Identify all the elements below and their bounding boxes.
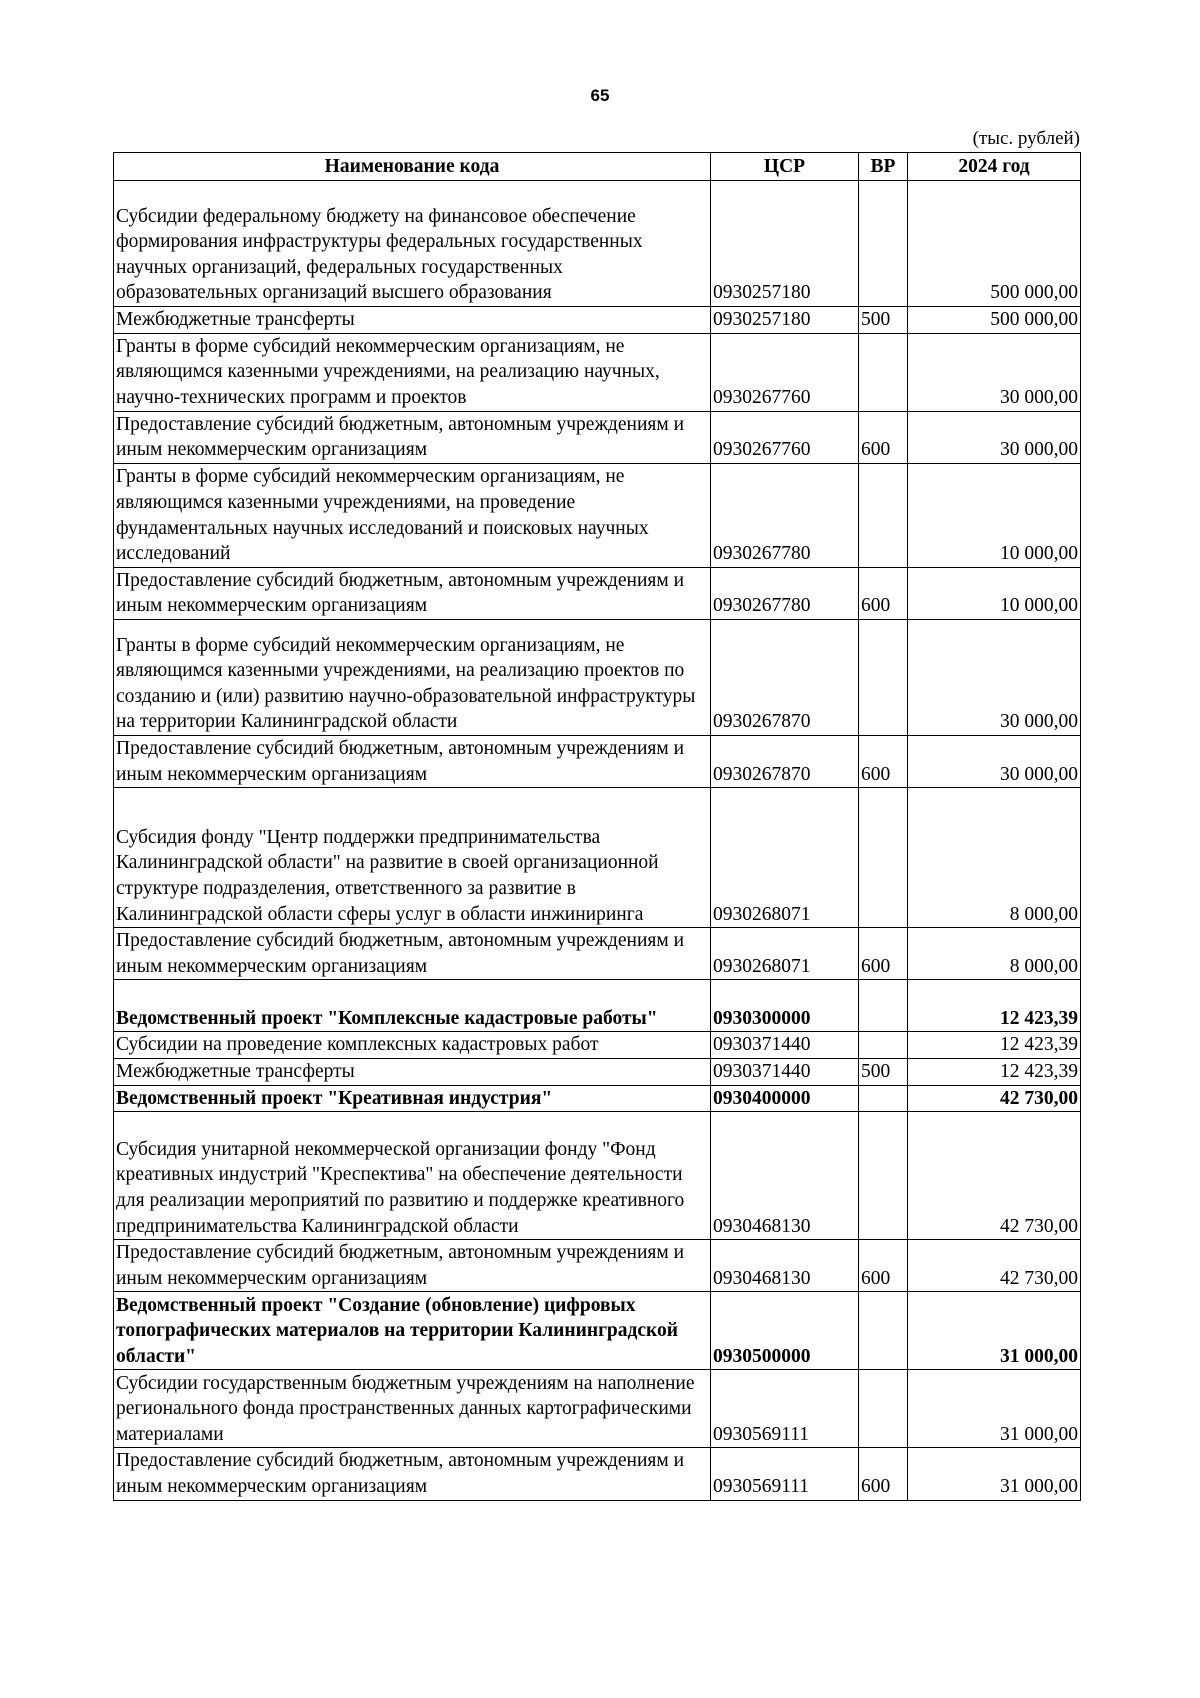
- page-number: 65: [590, 86, 610, 105]
- row-csr-cell: 0930400000: [711, 1085, 859, 1112]
- row-sum-cell: 8 000,00: [908, 788, 1081, 928]
- row-name-cell: Предоставление субсидий бюджетным, автономным учреждениям и иным некоммерческим организациям: [114, 735, 711, 787]
- row-sum-cell: 10 000,00: [908, 463, 1081, 567]
- row-name-cell: Межбюджетные трансферты: [114, 1058, 711, 1085]
- row-vr-cell: 600: [859, 567, 908, 619]
- row-csr-cell: 0930569111: [711, 1448, 859, 1500]
- row-vr-cell: [859, 1292, 908, 1370]
- row-sum-cell: 42 730,00: [908, 1240, 1081, 1292]
- row-name-cell: Предоставление субсидий бюджетным, автономным учреждениям и иным некоммерческим организациям: [114, 411, 711, 463]
- row-name-cell: Субсидии на проведение комплексных кадастровых работ: [114, 1032, 711, 1059]
- row-csr-cell: 0930257180: [711, 181, 859, 307]
- table-row: [114, 619, 1081, 735]
- row-sum-cell: 10 000,00: [908, 567, 1081, 619]
- table-row: [114, 1370, 1081, 1448]
- table-body: [114, 181, 1081, 1501]
- row-name-cell: Предоставление субсидий бюджетным, автономным учреждениям и иным некоммерческим организациям: [114, 1240, 711, 1292]
- table-row: [114, 735, 1081, 787]
- row-csr-cell: 0930468130: [711, 1240, 859, 1292]
- row-csr-cell: 0930267780: [711, 567, 859, 619]
- row-vr-cell: [859, 1032, 908, 1059]
- row-vr-cell: [859, 1370, 908, 1448]
- table-row: [114, 980, 1081, 1032]
- budget-table: [113, 152, 1081, 1501]
- row-vr-cell: 600: [859, 411, 908, 463]
- row-csr-cell: 0930371440: [711, 1032, 859, 1059]
- row-vr-cell: 600: [859, 1240, 908, 1292]
- row-csr-cell: 0930268071: [711, 928, 859, 980]
- row-vr-cell: 500: [859, 1058, 908, 1085]
- row-csr-cell: 0930267760: [711, 411, 859, 463]
- row-name-cell: Предоставление субсидий бюджетным, автономным учреждениям и иным некоммерческим организациям: [114, 928, 711, 980]
- row-sum-cell: 42 730,00: [908, 1112, 1081, 1240]
- row-name-cell: Ведомственный проект "Креативная индустрия": [114, 1085, 711, 1112]
- row-sum-cell: 42 730,00: [908, 1085, 1081, 1112]
- row-sum-cell: 31 000,00: [908, 1448, 1081, 1500]
- row-vr-cell: [859, 333, 908, 411]
- table-row: [114, 333, 1081, 411]
- row-name-cell: Межбюджетные трансферты: [114, 307, 711, 334]
- row-sum-cell: 12 423,39: [908, 1032, 1081, 1059]
- header-vr: ВР: [859, 153, 908, 181]
- row-vr-cell: 600: [859, 735, 908, 787]
- table-row: [114, 1112, 1081, 1240]
- row-vr-cell: [859, 463, 908, 567]
- row-sum-cell: 30 000,00: [908, 333, 1081, 411]
- row-csr-cell: 0930267870: [711, 619, 859, 735]
- units-label: (тыс. рублей): [972, 128, 1080, 149]
- row-sum-cell: 30 000,00: [908, 411, 1081, 463]
- row-vr-cell: 600: [859, 1448, 908, 1500]
- row-sum-cell: 500 000,00: [908, 181, 1081, 307]
- row-csr-cell: 0930267760: [711, 333, 859, 411]
- row-vr-cell: [859, 1085, 908, 1112]
- table-row: [114, 307, 1081, 334]
- table-row: [114, 1240, 1081, 1292]
- table-row: [114, 1085, 1081, 1112]
- table-row: [114, 463, 1081, 567]
- header-sum: 2024 год: [908, 153, 1081, 181]
- row-csr-cell: 0930268071: [711, 788, 859, 928]
- row-sum-cell: 500 000,00: [908, 307, 1081, 334]
- table-header-row: [114, 153, 1081, 181]
- table-row: [114, 1292, 1081, 1370]
- row-csr-cell: 0930257180: [711, 307, 859, 334]
- row-sum-cell: 31 000,00: [908, 1292, 1081, 1370]
- row-name-cell: Субсидии федеральному бюджету на финансовое обеспечение формирования инфраструктуры федеральных государственных научных организаций, федеральных государственных образовательных организаций высшего образования: [114, 181, 711, 307]
- header-name: Наименование кода: [114, 153, 711, 181]
- row-csr-cell: 0930569111: [711, 1370, 859, 1448]
- row-vr-cell: [859, 619, 908, 735]
- table-row: [114, 1032, 1081, 1059]
- row-sum-cell: 30 000,00: [908, 735, 1081, 787]
- table-row: [114, 567, 1081, 619]
- row-sum-cell: 12 423,39: [908, 1058, 1081, 1085]
- row-name-cell: Предоставление субсидий бюджетным, автономным учреждениям и иным некоммерческим организациям: [114, 1448, 711, 1500]
- row-vr-cell: [859, 980, 908, 1032]
- row-sum-cell: 12 423,39: [908, 980, 1081, 1032]
- row-csr-cell: 0930267780: [711, 463, 859, 567]
- row-vr-cell: [859, 1112, 908, 1240]
- row-name-cell: Субсидии государственным бюджетным учреждениям на наполнение регионального фонда пространственных данных картографическими материалами: [114, 1370, 711, 1448]
- row-vr-cell: [859, 181, 908, 307]
- row-name-cell: Ведомственный проект "Создание (обновление) цифровых топографических материалов на территории Калининградской области": [114, 1292, 711, 1370]
- table-row: [114, 928, 1081, 980]
- table-row: [114, 1058, 1081, 1085]
- row-csr-cell: 0930371440: [711, 1058, 859, 1085]
- table-row: [114, 181, 1081, 307]
- row-vr-cell: [859, 788, 908, 928]
- row-vr-cell: 600: [859, 928, 908, 980]
- table-row: [114, 411, 1081, 463]
- row-name-cell: Гранты в форме субсидий некоммерческим организациям, не являющимся казенными учреждениями, на реализацию проектов по созданию и (или) развитию научно-образовательной инфраструктуры на территории Калининградской области: [114, 619, 711, 735]
- header-csr: ЦСР: [711, 153, 859, 181]
- row-name-cell: Гранты в форме субсидий некоммерческим организациям, не являющимся казенными учреждениями, на проведение фундаментальных научных исследований и поисковых научных исследований: [114, 463, 711, 567]
- row-name-cell: Субсидия фонду "Центр поддержки предпринимательства Калининградской области" на развитие в своей организационной структуре подразделения, ответственного за развитие в Калининградской области сферы услуг в области инжиниринга: [114, 788, 711, 928]
- row-csr-cell: 0930468130: [711, 1112, 859, 1240]
- table-row: [114, 788, 1081, 928]
- row-name-cell: Гранты в форме субсидий некоммерческим организациям, не являющимся казенными учреждениями, на реализацию научных, научно-технических программ и проектов: [114, 333, 711, 411]
- table-row: [114, 1448, 1081, 1500]
- row-vr-cell: 500: [859, 307, 908, 334]
- row-name-cell: Субсидия унитарной некоммерческой организации фонду "Фонд креативных индустрий "Креспектива" на обеспечение деятельности для реализации мероприятий по развитию и поддержке креативного предпринимательства Калининградской области: [114, 1112, 711, 1240]
- row-sum-cell: 8 000,00: [908, 928, 1081, 980]
- row-csr-cell: 0930267870: [711, 735, 859, 787]
- row-csr-cell: 0930300000: [711, 980, 859, 1032]
- row-csr-cell: 0930500000: [711, 1292, 859, 1370]
- row-sum-cell: 30 000,00: [908, 619, 1081, 735]
- row-name-cell: Предоставление субсидий бюджетным, автономным учреждениям и иным некоммерческим организациям: [114, 567, 711, 619]
- row-sum-cell: 31 000,00: [908, 1370, 1081, 1448]
- row-name-cell: Ведомственный проект "Комплексные кадастровые работы": [114, 980, 711, 1032]
